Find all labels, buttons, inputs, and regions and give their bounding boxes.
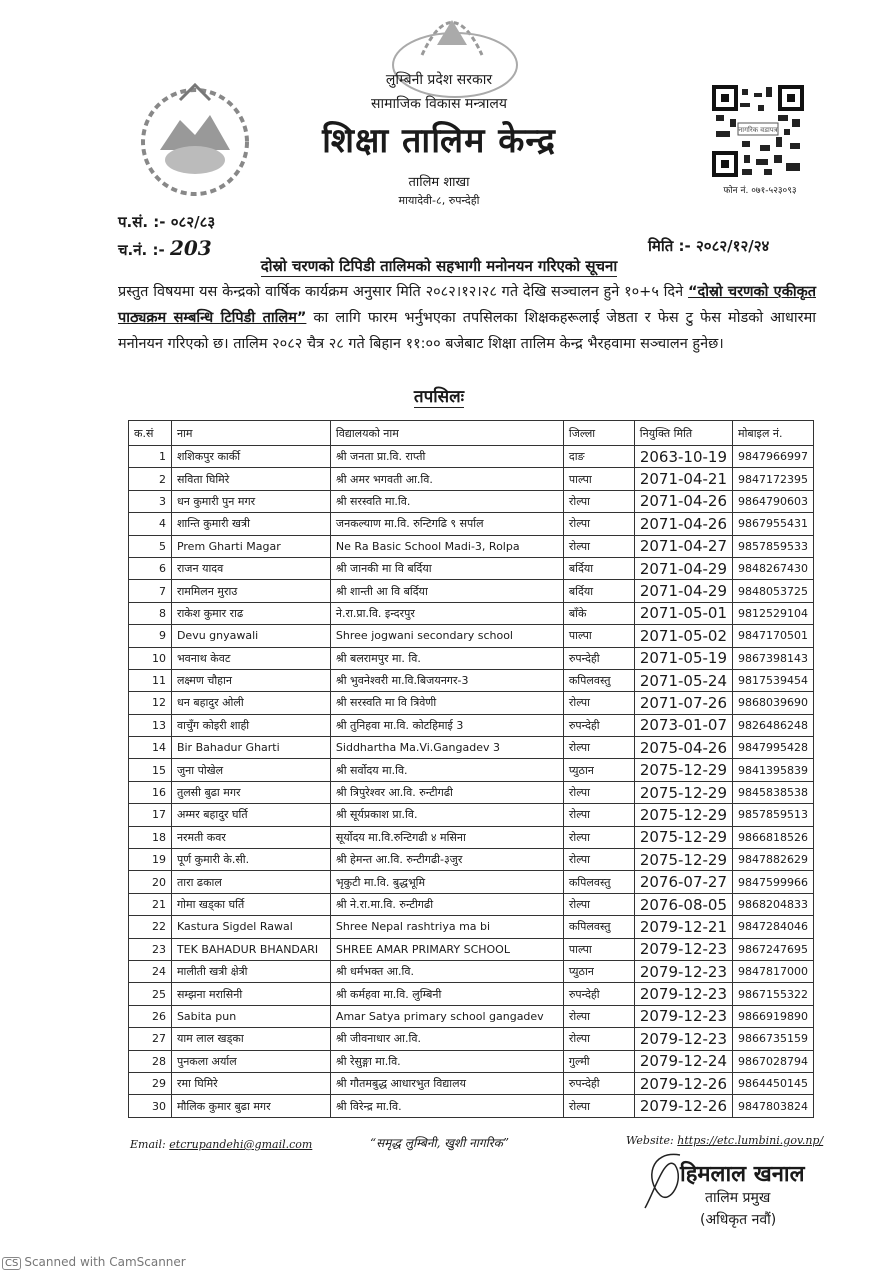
name-cell: शशिकपुर कार्की <box>171 446 330 468</box>
table-row <box>129 759 814 781</box>
district-cell: रोल्पा <box>563 692 634 714</box>
serial-cell: 5 <box>129 535 172 557</box>
school-cell: श्री जनता प्रा.वि. राप्ती <box>330 446 563 468</box>
table-row <box>129 1050 814 1072</box>
district-cell: बर्दिया <box>563 557 634 579</box>
table-header-row <box>129 421 814 446</box>
dispatch-number-label: च.नं. :- <box>118 241 165 259</box>
table-row <box>129 490 814 512</box>
school-cell: श्री विरेन्द्र मा.वि. <box>330 1095 563 1117</box>
district-cell: रोल्पा <box>563 535 634 557</box>
appointment-date-cell: 2071-04-26 <box>634 513 732 535</box>
serial-cell: 7 <box>129 580 172 602</box>
table-row <box>129 1072 814 1094</box>
appointment-date-cell: 2071-07-26 <box>634 692 732 714</box>
mobile-cell: 9841395839 <box>733 759 814 781</box>
table-row <box>129 1005 814 1027</box>
appointment-date-cell: 2079-12-23 <box>634 1005 732 1027</box>
mobile-cell: 9817539454 <box>733 669 814 691</box>
name-cell: भवनाथ केवट <box>171 647 330 669</box>
table-row <box>129 513 814 535</box>
school-cell: Shree jogwani secondary school <box>330 625 563 647</box>
appointment-date-cell: 2075-12-29 <box>634 759 732 781</box>
name-cell: मालीती खत्री क्षेत्री <box>171 960 330 982</box>
ministry-name: सामाजिक विकास मन्त्रालय <box>371 96 507 112</box>
district-cell: रोल्पा <box>563 849 634 871</box>
district-cell: कपिलवस्तु <box>563 669 634 691</box>
signatory-name: हिमलाल खनाल <box>680 1162 805 1187</box>
district-cell: रोल्पा <box>563 1095 634 1117</box>
name-cell: वाचुँग कोइरी शाही <box>171 714 330 736</box>
school-cell: श्री त्रिपुरेश्वर आ.वि. रुन्टीगढी <box>330 781 563 803</box>
appointment-date-cell: 2075-04-26 <box>634 737 732 759</box>
office-stamp-icon <box>385 30 525 100</box>
appointment-date-cell: 2071-05-24 <box>634 669 732 691</box>
letter-number-value: ०८२/८३ <box>170 213 216 231</box>
serial-cell: 27 <box>129 1028 172 1050</box>
school-cell: SHREE AMAR PRIMARY SCHOOL <box>330 938 563 960</box>
mobile-cell: 9848267430 <box>733 557 814 579</box>
district-cell: रोल्पा <box>563 826 634 848</box>
office-title: शिक्षा तालिम केन्द्र <box>322 121 556 161</box>
table-title <box>0 384 878 407</box>
school-cell: श्री गौतमबुद्ध आधारभुत विद्यालय <box>330 1072 563 1094</box>
mobile-cell: 9812529104 <box>733 602 814 624</box>
district-cell: रोल्पा <box>563 804 634 826</box>
district-cell: रोल्पा <box>563 490 634 512</box>
name-cell: धन बहादुर ओली <box>171 692 330 714</box>
district-cell: रुपन्देही <box>563 983 634 1005</box>
district-cell: गुल्मी <box>563 1050 634 1072</box>
appointment-date-cell: 2071-05-19 <box>634 647 732 669</box>
serial-cell: 10 <box>129 647 172 669</box>
letter-date <box>648 236 769 256</box>
appointment-date-cell: 2079-12-23 <box>634 960 732 982</box>
website-label: Website: <box>626 1134 674 1147</box>
header-school: विद्यालयको नाम <box>330 421 563 446</box>
name-cell: लक्ष्मण चौहान <box>171 669 330 691</box>
branch-name: तालिम शाखा <box>408 175 470 190</box>
school-cell: श्री कर्महवा मा.वि. लुम्बिनी <box>330 983 563 1005</box>
serial-cell: 2 <box>129 468 172 490</box>
appointment-date-cell: 2071-04-21 <box>634 468 732 490</box>
header-serial: क.सं <box>129 421 172 446</box>
school-cell: Siddhartha Ma.Vi.Gangadev 3 <box>330 737 563 759</box>
serial-cell: 29 <box>129 1072 172 1094</box>
letter-number-label: प.सं. :- <box>118 213 166 231</box>
name-cell: तारा ढकाल <box>171 871 330 893</box>
appointment-date-cell: 2071-04-29 <box>634 557 732 579</box>
name-cell: पुनकला अर्याल <box>171 1050 330 1072</box>
table-row <box>129 468 814 490</box>
appointment-date-cell: 2079-12-23 <box>634 938 732 960</box>
district-cell: कपिलवस्तु <box>563 871 634 893</box>
name-cell: Devu gnyawali <box>171 625 330 647</box>
school-cell: श्री ने.रा.मा.वि. रुन्टीगढी <box>330 893 563 915</box>
table-row <box>129 580 814 602</box>
name-cell: राममिलन मुराउ <box>171 580 330 602</box>
school-cell: भृकुटी मा.वि. बुद्धभूमि <box>330 871 563 893</box>
signatory-rank: (अधिकृत नवौं) <box>700 1212 777 1228</box>
email-link[interactable]: etcrupandehi@gmail.com <box>169 1138 313 1151</box>
appointment-date-cell: 2079-12-23 <box>634 983 732 1005</box>
name-cell: जुना पोखेल <box>171 759 330 781</box>
date-label: मिति :- <box>648 237 691 255</box>
mobile-cell: 9845838538 <box>733 781 814 803</box>
serial-cell: 15 <box>129 759 172 781</box>
mobile-cell: 9867398143 <box>733 647 814 669</box>
mobile-cell: 9866818526 <box>733 826 814 848</box>
footer-email <box>130 1138 312 1151</box>
school-cell: श्री बलरामपुर मा. वि. <box>330 647 563 669</box>
table-row <box>129 804 814 826</box>
appointment-date-cell: 2075-12-29 <box>634 781 732 803</box>
appointment-date-cell: 2079-12-24 <box>634 1050 732 1072</box>
serial-cell: 12 <box>129 692 172 714</box>
district-cell: रोल्पा <box>563 737 634 759</box>
appointment-date-cell: 2063-10-19 <box>634 446 732 468</box>
mobile-cell: 9847882629 <box>733 849 814 871</box>
school-cell: ने.रा.प्रा.वि. इन्दरपुर <box>330 602 563 624</box>
table-row <box>129 938 814 960</box>
mobile-cell: 9864450145 <box>733 1072 814 1094</box>
serial-cell: 30 <box>129 1095 172 1117</box>
mobile-cell: 9868039690 <box>733 692 814 714</box>
mobile-cell: 9867247695 <box>733 938 814 960</box>
name-cell: मौलिक कुमार बुढा मगर <box>171 1095 330 1117</box>
table-title-text: तपसिलः <box>413 387 465 407</box>
district-cell: रोल्पा <box>563 513 634 535</box>
serial-cell: 23 <box>129 938 172 960</box>
appointment-date-cell: 2079-12-21 <box>634 916 732 938</box>
table-row <box>129 625 814 647</box>
mobile-cell: 9847172395 <box>733 468 814 490</box>
mobile-cell: 9857859513 <box>733 804 814 826</box>
name-cell: नरमती कवर <box>171 826 330 848</box>
camscanner-watermark <box>2 1255 186 1270</box>
header-mobile: मोबाइल नं. <box>733 421 814 446</box>
serial-cell: 11 <box>129 669 172 691</box>
mobile-cell: 9866919890 <box>733 1005 814 1027</box>
date-value: २०८२/१२/२४ <box>695 237 770 255</box>
table-row <box>129 647 814 669</box>
school-cell: श्री धर्मभक्त आ.वि. <box>330 960 563 982</box>
table-row <box>129 983 814 1005</box>
dispatch-number-value: 203 <box>169 236 212 260</box>
serial-cell: 16 <box>129 781 172 803</box>
table-row <box>129 781 814 803</box>
header-name: नाम <box>171 421 330 446</box>
appointment-date-cell: 2079-12-26 <box>634 1095 732 1117</box>
website-link[interactable]: https://etc.lumbini.gov.np/ <box>677 1134 824 1147</box>
table-row <box>129 1028 814 1050</box>
table-row <box>129 826 814 848</box>
serial-cell: 9 <box>129 625 172 647</box>
mobile-cell: 9864790603 <box>733 490 814 512</box>
office-address: मायादेवी-८, रुपन्देही <box>398 194 480 207</box>
district-cell: रोल्पा <box>563 1028 634 1050</box>
table-row <box>129 669 814 691</box>
name-cell: राकेश कुमार राढ <box>171 602 330 624</box>
district-cell: रुपन्देही <box>563 1072 634 1094</box>
name-cell: रमा घिमिरे <box>171 1072 330 1094</box>
table-row <box>129 849 814 871</box>
school-cell: जनकल्याण मा.वि. रुन्टिगढि ९ सर्पाल <box>330 513 563 535</box>
table-row <box>129 916 814 938</box>
appointment-date-cell: 2079-12-23 <box>634 1028 732 1050</box>
appointment-date-cell: 2071-05-01 <box>634 602 732 624</box>
table-row <box>129 1095 814 1117</box>
serial-cell: 4 <box>129 513 172 535</box>
serial-cell: 6 <box>129 557 172 579</box>
qr-code-icon <box>712 85 804 177</box>
table-row <box>129 893 814 915</box>
mobile-cell: 9847817000 <box>733 960 814 982</box>
appointment-date-cell: 2075-12-29 <box>634 826 732 848</box>
table-row <box>129 714 814 736</box>
mobile-cell: 9857859533 <box>733 535 814 557</box>
name-cell: अम्मर बहादुर घर्ति <box>171 804 330 826</box>
government-name: लुम्बिनी प्रदेश सरकार <box>385 72 493 88</box>
district-cell: पाल्पा <box>563 468 634 490</box>
school-cell: सूर्योदय मा.वि.रुन्टिगढी ४ मसिना <box>330 826 563 848</box>
serial-cell: 26 <box>129 1005 172 1027</box>
subject-text: दोस्रो चरणको टिपिडी तालिमको सहभागी मनोनयन गरिएको सूचना <box>260 257 618 275</box>
signatory-title: तालिम प्रमुख <box>705 1190 771 1206</box>
participant-table <box>128 420 814 1118</box>
mobile-cell: 9868204833 <box>733 893 814 915</box>
appointment-date-cell: 2071-04-29 <box>634 580 732 602</box>
mobile-cell: 9847995428 <box>733 737 814 759</box>
name-cell: पूर्ण कुमारी के.सी. <box>171 849 330 871</box>
school-cell: श्री तुनिहवा मा.वि. कोटहिमाई 3 <box>330 714 563 736</box>
mobile-cell: 9847284046 <box>733 916 814 938</box>
district-cell: दाङ <box>563 446 634 468</box>
name-cell: धन कुमारी पुन मगर <box>171 490 330 512</box>
email-label: Email: <box>130 1138 166 1151</box>
appointment-date-cell: 2073-01-07 <box>634 714 732 736</box>
name-cell: सविता घिमिरे <box>171 468 330 490</box>
table-row <box>129 692 814 714</box>
district-cell: रोल्पा <box>563 1005 634 1027</box>
school-cell: Shree Nepal rashtriya ma bi <box>330 916 563 938</box>
mobile-cell: 9867955431 <box>733 513 814 535</box>
mobile-cell: 9847170501 <box>733 625 814 647</box>
school-cell: श्री सूर्यप्रकाश प्रा.वि. <box>330 804 563 826</box>
serial-cell: 25 <box>129 983 172 1005</box>
mobile-cell: 9847599966 <box>733 871 814 893</box>
district-cell: रुपन्देही <box>563 647 634 669</box>
school-cell: Ne Ra Basic School Madi-3, Rolpa <box>330 535 563 557</box>
school-cell: श्री जीवनाधार आ.वि. <box>330 1028 563 1050</box>
header-appointment-date: नियुक्ति मिति <box>634 421 732 446</box>
serial-cell: 13 <box>129 714 172 736</box>
mobile-cell: 9867155322 <box>733 983 814 1005</box>
footer-slogan: “समृद्ध लुम्बिनी, खुशी नागरिक” <box>370 1136 510 1150</box>
mobile-cell: 9866735159 <box>733 1028 814 1050</box>
serial-cell: 24 <box>129 960 172 982</box>
serial-cell: 8 <box>129 602 172 624</box>
serial-cell: 17 <box>129 804 172 826</box>
district-cell: बर्दिया <box>563 580 634 602</box>
district-cell: बाँके <box>563 602 634 624</box>
notice-subject <box>0 256 878 276</box>
table-row <box>129 960 814 982</box>
appointment-date-cell: 2076-07-27 <box>634 871 732 893</box>
mobile-cell: 9848053725 <box>733 580 814 602</box>
table-row <box>129 737 814 759</box>
header-district: जिल्ला <box>563 421 634 446</box>
serial-cell: 28 <box>129 1050 172 1072</box>
appointment-date-cell: 2076-08-05 <box>634 893 732 915</box>
school-cell: श्री भुवनेश्वरी मा.वि.बिजयनगर-3 <box>330 669 563 691</box>
name-cell: शान्ति कुमारी खत्री <box>171 513 330 535</box>
body-part-2: का लागि फारम भर्नुभएका तपसिलका शिक्षकहरूलाई जेष्ठता र फेस टु फेस मोडको आधारमा मनोनयन गरिएको छ। तालिम २०८२ चैत्र २८ गते बिहान ११:०० बजेबाट शिक्षा तालिम केन्द्र भैरहवामा सञ्चालन हुनेछ। <box>118 310 816 352</box>
district-cell: रोल्पा <box>563 781 634 803</box>
serial-cell: 20 <box>129 871 172 893</box>
district-cell: रुपन्देही <box>563 714 634 736</box>
table-row <box>129 602 814 624</box>
serial-cell: 1 <box>129 446 172 468</box>
table-row <box>129 535 814 557</box>
serial-cell: 14 <box>129 737 172 759</box>
district-cell: प्युठान <box>563 759 634 781</box>
watermark-text: Scanned with CamScanner <box>24 1255 186 1269</box>
notice-body <box>118 279 816 357</box>
school-cell: श्री सरस्वति मा.वि. <box>330 490 563 512</box>
name-cell: Prem Gharti Magar <box>171 535 330 557</box>
mobile-cell: 9847966997 <box>733 446 814 468</box>
mobile-cell: 9867028794 <box>733 1050 814 1072</box>
training-name: “दोस्रो चरणको एकीकृत पाठ्यक्रम सम्बन्धि टिपिडी तालिम” <box>118 284 816 326</box>
name-cell: Kastura Sigdel Rawal <box>171 916 330 938</box>
appointment-date-cell: 2075-12-29 <box>634 849 732 871</box>
district-cell: कपिलवस्तु <box>563 916 634 938</box>
serial-cell: 22 <box>129 916 172 938</box>
serial-cell: 3 <box>129 490 172 512</box>
school-cell: श्री शान्ती आ वि बर्दिया <box>330 580 563 602</box>
school-cell: श्री सरस्वति मा वि त्रिवेणी <box>330 692 563 714</box>
school-cell: श्री रेसुङ्गा मा.वि. <box>330 1050 563 1072</box>
table-row <box>129 557 814 579</box>
school-cell: श्री हेमन्त आ.वि. रुन्टीगढी-३जुर <box>330 849 563 871</box>
table-row <box>129 871 814 893</box>
office-phone: फोन नं. ०७१-५२३०९३ <box>723 186 797 196</box>
school-cell: Amar Satya primary school gangadev <box>330 1005 563 1027</box>
district-cell: प्युठान <box>563 960 634 982</box>
mobile-cell: 9847803824 <box>733 1095 814 1117</box>
district-cell: पाल्पा <box>563 938 634 960</box>
name-cell: गोमा खड्का घर्ति <box>171 893 330 915</box>
appointment-date-cell: 2079-12-26 <box>634 1072 732 1094</box>
school-cell: श्री सर्वोदय मा.वि. <box>330 759 563 781</box>
letter-number <box>118 212 215 232</box>
serial-cell: 19 <box>129 849 172 871</box>
table-row <box>129 446 814 468</box>
appointment-date-cell: 2071-04-27 <box>634 535 732 557</box>
body-part-1: प्रस्तुत विषयमा यस केन्द्रको वार्षिक कार्यक्रम अनुसार मिति २०८२।१२।२८ गते देखि सञ्चालन हुने १०+५ दिने <box>118 284 688 300</box>
camscanner-logo-icon: CS <box>2 1257 21 1270</box>
district-cell: रोल्पा <box>563 893 634 915</box>
qr-caption: नागरिक वडापत्र <box>738 126 778 134</box>
name-cell: TEK BAHADUR BHANDARI <box>171 938 330 960</box>
district-cell: पाल्पा <box>563 625 634 647</box>
serial-cell: 21 <box>129 893 172 915</box>
footer-website <box>626 1134 823 1147</box>
mobile-cell: 9826486248 <box>733 714 814 736</box>
name-cell: राजन यादव <box>171 557 330 579</box>
serial-cell: 18 <box>129 826 172 848</box>
school-cell: श्री जानकी मा वि बर्दिया <box>330 557 563 579</box>
school-cell: श्री अमर भगवती आ.वि. <box>330 468 563 490</box>
appointment-date-cell: 2075-12-29 <box>634 804 732 826</box>
name-cell: सम्झना मरासिनी <box>171 983 330 1005</box>
appointment-date-cell: 2071-04-26 <box>634 490 732 512</box>
name-cell: Bir Bahadur Gharti <box>171 737 330 759</box>
name-cell: तुलसी बुढा मगर <box>171 781 330 803</box>
name-cell: Sabita pun <box>171 1005 330 1027</box>
name-cell: याम लाल खड्का <box>171 1028 330 1050</box>
appointment-date-cell: 2071-05-02 <box>634 625 732 647</box>
